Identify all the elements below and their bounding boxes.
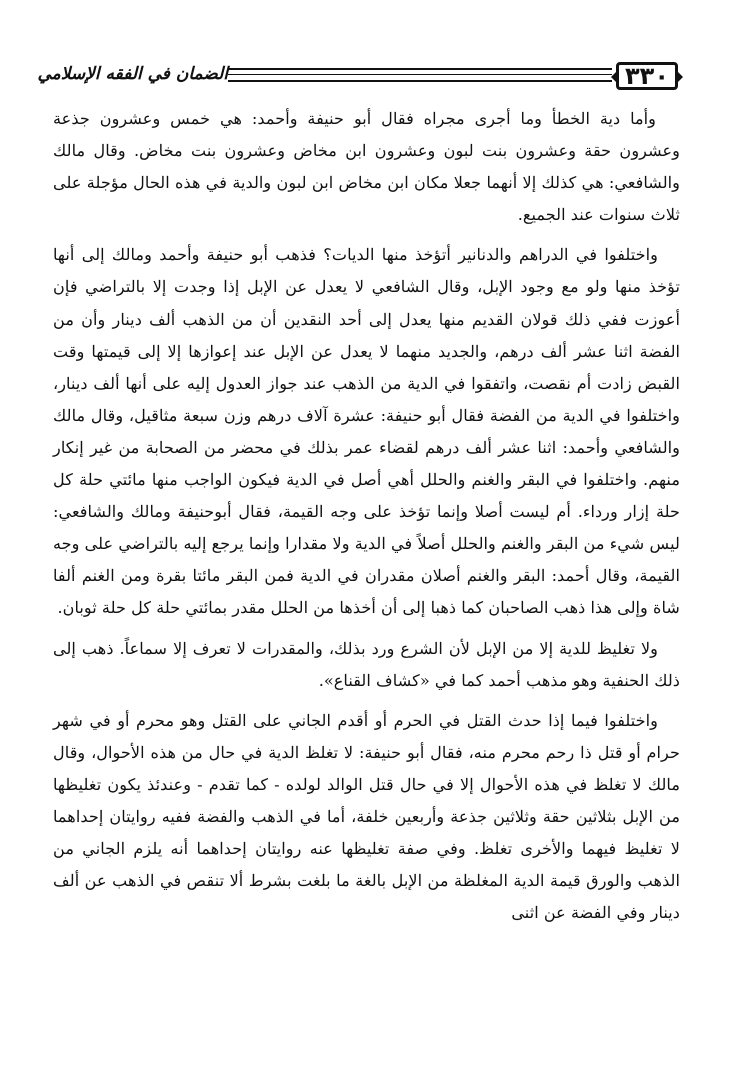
paragraph-diyat-al-khata: وأما دية الخطأ وما أجرى مجراه فقال أبو حنيفة وأحمد: هي خمس وعشرون جذعة وعشرون حقة وعشرون بنت لبون وعشرون ابن مخاض وعشرون بنت مخاض. وقال مالك والشافعي: هي كذلك إلا أنهما جعلا مكان ابن مخاض ابن لبون والدية في هذه الحال مؤجلة على ثلاث سنوات عند الجميع. [53, 109, 680, 225]
paragraph-haram-qatl: واختلفوا فيما إذا حدث القتل في الحرم أو أقدم الجاني على القتل وهو محرم أو في شهر حرام أو قتل ذا رحم محرم منه، فقال أبو حنيفة: لا تغلظ الدية في حال من هذه الأحوال، وقال مالك لا تغلظ في هذه الأحوال إلا في حال قتل الوالد لولده - كما تقدم - وعندئذ يكون تغليظها من الإبل بثلاثين حقة وثلاثين جذعة وأربعين خلفة، أما في الذهب والفضة ففيه روايتان إحداهما لا تغليظ فيهما والأخرى تغلظ. وفي صفة تغليظها عنه روايتان إحداهما أنه يلزم الجاني من الذهب والورق قيمة الدية المغلظة من الإبل بالغة ما بلغت بشرط ألا تنقص في الذهب عن ألف دينار وفي الفضة عن اثنى [53, 710, 680, 923]
page-body [53, 103, 680, 929]
page-number: ٣٣٠ [616, 62, 678, 90]
book-title: الضمان في الفقه الإسلامي [58, 60, 228, 88]
paragraph-dirham-dinar: واختلفوا في الدراهم والدنانير أتؤخذ منها الديات؟ فذهب أبو حنيفة وأحمد ومالك إلى أنها تؤخذ منها ولو مع وجود الإبل، وقال الشافعي لا يعدل عن الإبل إذا وجدت إلا بالتراضي فإن أعوزت ففي ذلك قولان القديم منها يعدل إلى أحد النقدين أن من الذهب ألف دينار وأن من الفضة اثنا عشر ألف درهم، والجديد منهما لا يعدل عن الإبل عند إعوازها إلا إلى قيمتها وقت القبض زادت أم نقصت، واتفقوا في الدية من الذهب عند جواز العدول إليه على أنها ألف دينار، واختلفوا في الدية من الفضة فقال أبو حنيفة: عشرة آلاف درهم وزن سبعة مثاقيل، وقال مالك والشافعي وأحمد: اثنا عشر ألف درهم لقضاء عمر بذلك في محضر من الصحابة من غير إنكار منهم. واختلفوا في البقر والغنم والحلل أهي أصل في الدية فيكون الواجب منها مائتي حلة كل حلة إزار ورداء. أم ليست أصلا وإنما تؤخذ على وجه القيمة، فقال أبوحنيفة ومالك والشافعي: ليس شيء من البقر والغنم والحلل أصلاً في الدية ولا مقدارا وإنما يرجع إليه بالتراضي على وجه القيمة، وقال أحمد: البقر والغنم أصلان مقدران في الدية فمن البقر مائتا بقرة ومن الغنم ألفا شاة وإلى هذا ذهب الصاحبان كما ذهبا إلى أن أخذها من الحلل مقدر بمائتي حلة كل حلة ثوبان. [53, 245, 680, 618]
paragraph-taghlidh: ولا تغليظ للدية إلا من الإبل لأن الشرع ورد بذلك، والمقدرات لا تعرف إلا سماعاً. ذهب إلى ذلك الحنفية وهو مذهب أحمد كما في «كشاف القناع». [53, 638, 680, 690]
running-header [37, 60, 678, 96]
